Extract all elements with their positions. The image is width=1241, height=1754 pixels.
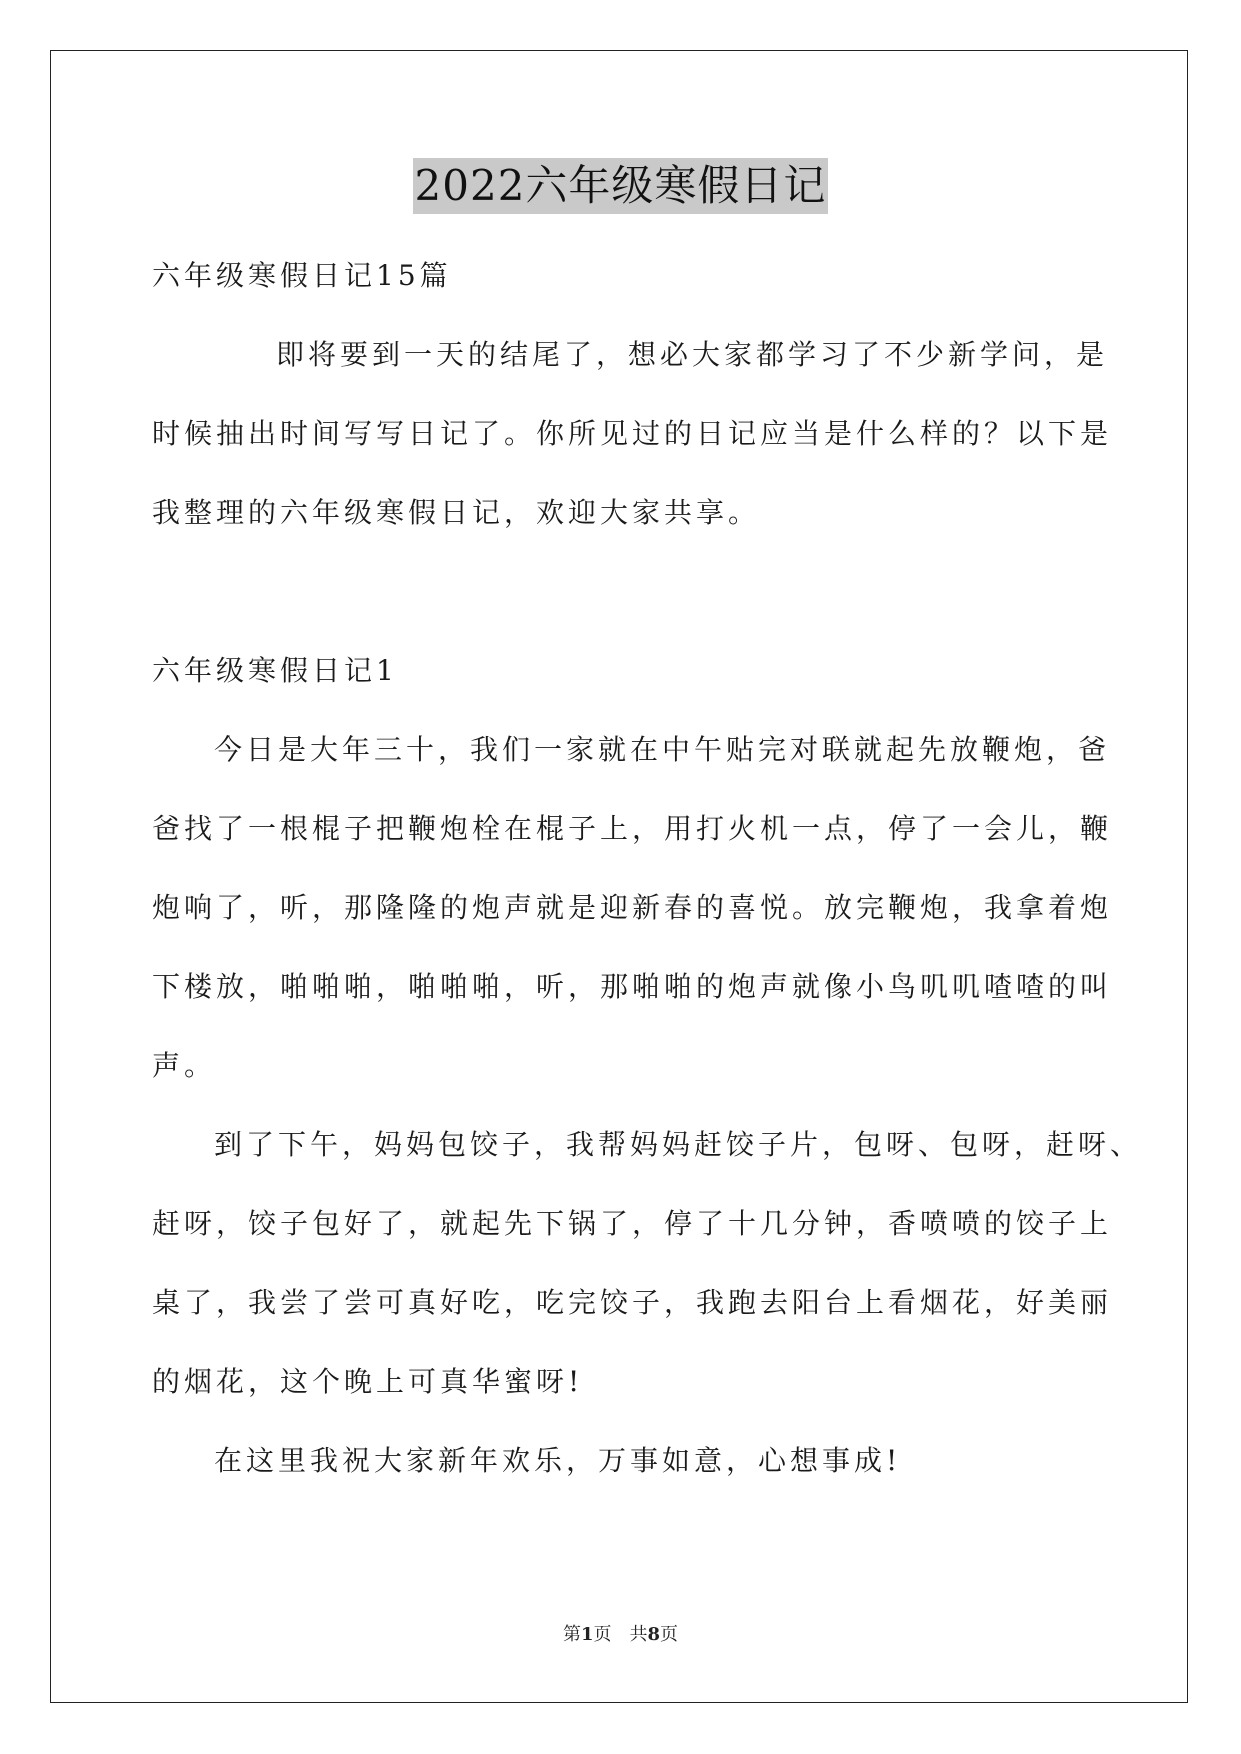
page-total: 8 xyxy=(647,1624,661,1645)
paragraph-line: 的烟花，这个晚上可真华蜜呀! xyxy=(152,1365,584,1398)
page-prefix: 第 xyxy=(562,1624,581,1645)
page-current: 1 xyxy=(580,1624,594,1645)
document-body xyxy=(152,236,1143,1500)
page-suffix: 页 xyxy=(660,1624,679,1645)
page-mid: 页 共 xyxy=(593,1624,648,1645)
title-container xyxy=(0,158,1241,214)
section-heading: 六年级寒假日记1 xyxy=(152,654,398,687)
page-footer xyxy=(0,1620,1241,1646)
paragraph-line: 爸找了一根棍子把鞭炮栓在棍子上，用打火机一点，停了一会儿，鞭 xyxy=(152,812,1113,845)
paragraph-line: 炮响了，听，那隆隆的炮声就是迎新春的喜悦。放完鞭炮，我拿着炮 xyxy=(152,891,1113,924)
paragraph-line: 在这里我祝大家新年欢乐，万事如意，心想事成! xyxy=(214,1444,902,1477)
paragraph-line: 到了下午，妈妈包饺子，我帮妈妈赶饺子片，包呀、包呀，赶呀、 xyxy=(214,1128,1143,1161)
intro-line: 我整理的六年级寒假日记，欢迎大家共享。 xyxy=(152,496,761,529)
intro-line: 时候抽出时间写写日记了。你所见过的日记应当是什么样的？以下是 xyxy=(152,417,1113,450)
blank-line xyxy=(152,552,1102,631)
paragraph-line: 声。 xyxy=(152,1049,217,1082)
document-title: 2022六年级寒假日记 xyxy=(413,158,829,214)
paragraph-line: 今日是大年三十，我们一家就在中午贴完对联就起先放鞭炮，爸 xyxy=(214,733,1111,766)
paragraph-line: 赶呀，饺子包好了，就起先下锅了，停了十几分钟，香喷喷的饺子上 xyxy=(152,1207,1113,1240)
document-subtitle: 六年级寒假日记15篇 xyxy=(152,259,452,292)
intro-line: 即将要到一天的结尾了，想必大家都学习了不少新学问，是 xyxy=(276,338,1109,371)
paragraph-line: 下楼放，啪啪啪，啪啪啪，听，那啪啪的炮声就像小鸟叽叽喳喳的叫 xyxy=(152,970,1113,1003)
paragraph-line: 桌了，我尝了尝可真好吃，吃完饺子，我跑去阳台上看烟花，好美丽 xyxy=(152,1286,1113,1319)
